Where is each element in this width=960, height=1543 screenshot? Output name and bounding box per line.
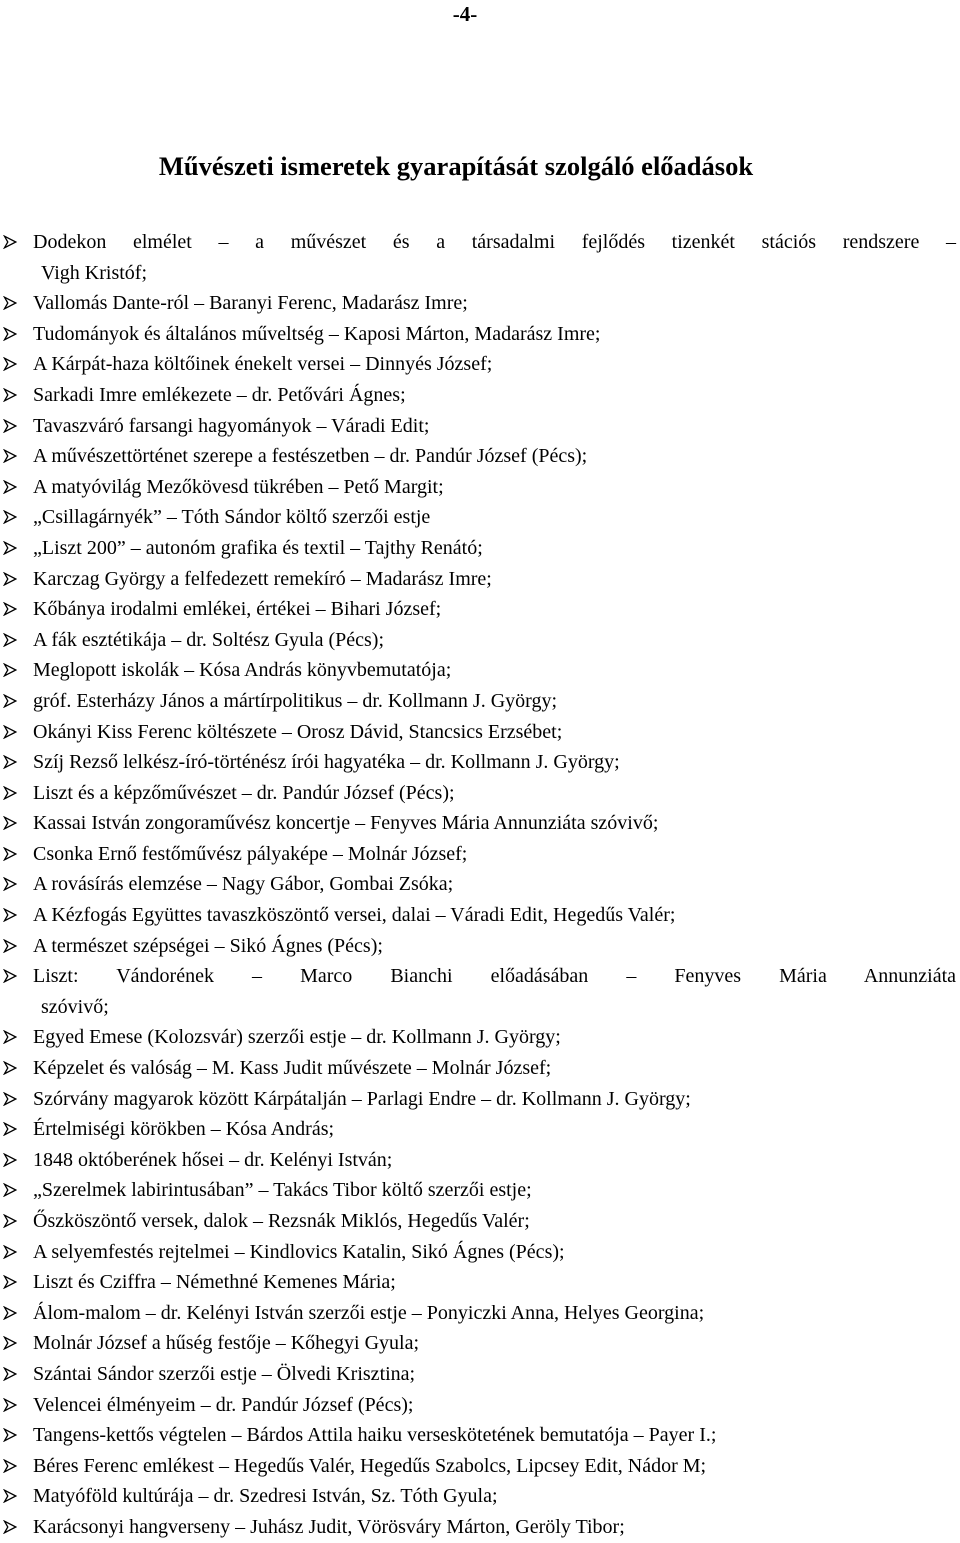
list-item-text: Tangens-kettős végtelen – Bárdos Attila haiku verseskötetének bemutatója – Payer I.; (33, 1424, 717, 1447)
list-item (0, 380, 960, 411)
list-item (0, 1481, 960, 1512)
list-item-text: A fák esztétikája – dr. Soltész Gyula (Pécs); (33, 628, 385, 651)
list-item (0, 594, 960, 625)
list-item-text: A rovásírás elemzése – Nagy Gábor, Gombai Zsóka; (33, 873, 454, 896)
arrow-bullet-icon (3, 969, 17, 983)
list-item (0, 655, 960, 686)
arrow-bullet-icon (3, 663, 17, 677)
arrow-bullet-icon (3, 449, 17, 463)
arrow-bullet-icon (3, 480, 17, 494)
list-item (0, 411, 960, 442)
arrow-bullet-icon (3, 1153, 17, 1167)
list-item-text: Meglopott iskolák – Kósa András könyvbemutatója; (33, 659, 452, 682)
list-item-text: Csonka Ernő festőművész pályaképe – Molnár József; (33, 842, 468, 865)
arrow-bullet-icon (3, 1306, 17, 1320)
list-item-text: Béres Ferenc emlékest – Hegedűs Valér, Hegedűs Szabolcs, Lipcsey Edit, Nádor M; (33, 1454, 707, 1477)
arrow-bullet-icon (3, 1214, 17, 1228)
list-item-text: A matyóvilág Mezőkövesd tükrében – Pető Margit; (33, 475, 444, 498)
list-item-text: A természet szépségei – Sikó Ágnes (Pécs); (33, 934, 383, 957)
list-item-text: „Liszt 200” – autonóm grafika és textil – Tajthy Renátó; (33, 536, 483, 559)
list-item-text: A Kárpát-haza költőinek énekelt versei – Dinnyés József; (33, 353, 493, 376)
list-item (0, 1328, 960, 1359)
list-item (0, 747, 960, 778)
list-item-text: Egyed Emese (Kolozsvár) szerzői estje – dr. Kollmann J. György; (33, 1026, 561, 1049)
list-item-text: Matyóföld kultúrája – dr. Szedresi István, Sz. Tóth Gyula; (33, 1485, 498, 1508)
list-item (0, 1022, 960, 1053)
list-item (0, 1359, 960, 1390)
list-item-text: Tudományok és általános műveltség – Kaposi Márton, Madarász Imre; (33, 322, 601, 345)
list-item (0, 1420, 960, 1451)
list-item-text-continued: szóvivő; (41, 995, 109, 1018)
list-item (0, 288, 960, 319)
list-item-text: Képzelet és valóság – M. Kass Judit művészete – Molnár József; (33, 1057, 552, 1080)
list-item-text: Kőbánya irodalmi emlékei, értékei – Bihari József; (33, 598, 442, 621)
list-item-text: A selyemfestés rejtelmei – Kindlovics Katalin, Sikó Ágnes (Pécs); (33, 1240, 565, 1263)
arrow-bullet-icon (3, 541, 17, 555)
arrow-bullet-icon (3, 510, 17, 524)
arrow-bullet-icon (3, 816, 17, 830)
list-item (0, 717, 960, 748)
list-item-text: Liszt és Cziffra – Némethné Kemenes Mária; (33, 1271, 396, 1294)
list-item (0, 441, 960, 472)
list-item-text: Molnár József a hűség festője – Kőhegyi Gyula; (33, 1332, 420, 1355)
arrow-bullet-icon (3, 235, 17, 249)
arrow-bullet-icon (3, 1183, 17, 1197)
list-item (0, 1206, 960, 1237)
arrow-bullet-icon (3, 1275, 17, 1289)
arrow-bullet-icon (3, 1428, 17, 1442)
list-item-text: Kassai István zongoraművész koncertje – Fenyves Mária Annunziáta szóvivő; (33, 812, 659, 835)
list-item-text: Dodekon elmélet – a művészet és a társadalmi fejlődés tizenkét stációs rendszere – (33, 231, 956, 253)
list-item-text: Tavaszváró farsangi hagyományok – Váradi Edit; (33, 414, 430, 437)
arrow-bullet-icon (3, 1398, 17, 1412)
list-item (0, 319, 960, 350)
arrow-bullet-icon (3, 877, 17, 891)
arrow-bullet-icon (3, 1489, 17, 1503)
list-item-text: Őszköszöntő versek, dalok – Rezsnák Miklós, Hegedűs Valér; (33, 1210, 530, 1232)
list-item-text: Velencei élményeim – dr. Pandúr József (Pécs); (33, 1393, 414, 1416)
arrow-bullet-icon (3, 1459, 17, 1473)
list-item (0, 1084, 960, 1115)
list-item (0, 778, 960, 809)
arrow-bullet-icon (3, 786, 17, 800)
arrow-bullet-icon (3, 908, 17, 922)
list-item (0, 625, 960, 656)
arrow-bullet-icon (3, 1061, 17, 1075)
list-item (0, 227, 960, 288)
arrow-bullet-icon (3, 419, 17, 433)
arrow-bullet-icon (3, 296, 17, 310)
arrow-bullet-icon (3, 755, 17, 769)
list-item-text: Szíj Rezső lelkész-író-történész írói hagyatéka – dr. Kollmann J. György; (33, 751, 620, 774)
list-item-text: Álom-malom – dr. Kelényi István szerzői estje – Ponyiczki Anna, Helyes Georgina; (33, 1301, 705, 1324)
list-item-text: Sarkadi Imre emlékezete – dr. Petővári Ágnes; (33, 383, 406, 406)
arrow-bullet-icon (3, 694, 17, 708)
arrow-bullet-icon (3, 327, 17, 341)
arrow-bullet-icon (3, 1367, 17, 1381)
list-item (0, 1175, 960, 1206)
list-item (0, 931, 960, 962)
arrow-bullet-icon (3, 1092, 17, 1106)
arrow-bullet-icon (3, 388, 17, 402)
list-item (0, 839, 960, 870)
list-item (0, 1145, 960, 1176)
list-item-text-continued: Vigh Kristóf; (41, 261, 148, 284)
arrow-bullet-icon (3, 602, 17, 616)
list-item-text: 1848 októberének hősei – dr. Kelényi István; (33, 1148, 393, 1171)
list-item (0, 1451, 960, 1482)
page-title: Művészeti ismeretek gyarapítását szolgáló előadások (158, 151, 754, 181)
arrow-bullet-icon (3, 633, 17, 647)
arrow-bullet-icon (3, 1520, 17, 1534)
list-item-text: Liszt: Vándorének – Marco Bianchi előadásában – Fenyves Mária Annunziáta (33, 965, 956, 988)
page-number: -4- (452, 2, 478, 26)
list-item-text: Szántai Sándor szerzői estje – Ölvedi Krisztina; (33, 1362, 416, 1385)
list-item (0, 533, 960, 564)
list-item-text: Liszt és a képzőművészet – dr. Pandúr József (Pécs); (33, 781, 455, 804)
list-item (0, 1267, 960, 1298)
arrow-bullet-icon (3, 1245, 17, 1259)
list-item (0, 1298, 960, 1329)
arrow-bullet-icon (3, 1122, 17, 1136)
list-item-text: „Csillagárnyék” – Tóth Sándor költő szerzői estje (33, 506, 431, 529)
list-item (0, 1512, 960, 1543)
list-item-text: Értelmiségi körökben – Kósa András; (33, 1118, 335, 1141)
list-item-text: Vallomás Dante-ról – Baranyi Ferenc, Madarász Imre; (33, 292, 468, 315)
list-item-text: Karczag György a felfedezett remekíró – Madarász Imre; (33, 567, 492, 590)
arrow-bullet-icon (3, 1030, 17, 1044)
lecture-list (0, 227, 960, 1543)
list-item (0, 1237, 960, 1268)
list-item (0, 1114, 960, 1145)
list-item (0, 808, 960, 839)
list-item (0, 1053, 960, 1084)
list-item (0, 1390, 960, 1421)
arrow-bullet-icon (3, 1336, 17, 1350)
list-item (0, 349, 960, 380)
list-item (0, 502, 960, 533)
list-item (0, 564, 960, 595)
list-item (0, 686, 960, 717)
arrow-bullet-icon (3, 939, 17, 953)
list-item-text: „Szerelmek labirintusában” – Takács Tibor költő szerzői estje; (33, 1179, 532, 1202)
arrow-bullet-icon (3, 357, 17, 371)
arrow-bullet-icon (3, 847, 17, 861)
list-item-text: Karácsonyi hangverseny – Juhász Judit, Vörösváry Márton, Geröly Tibor; (33, 1515, 625, 1538)
list-item (0, 900, 960, 931)
list-item-text: Szórvány magyarok között Kárpátalján – Parlagi Endre – dr. Kollmann J. György; (33, 1087, 691, 1110)
list-item-text: Okányi Kiss Ferenc költészete – Orosz Dávid, Stancsics Erzsébet; (33, 720, 563, 743)
arrow-bullet-icon (3, 572, 17, 586)
list-item-text: gróf. Esterházy János a mártírpolitikus – dr. Kollmann J. György; (33, 689, 557, 712)
list-item (0, 869, 960, 900)
list-item (0, 961, 960, 1022)
arrow-bullet-icon (3, 725, 17, 739)
list-item (0, 472, 960, 503)
list-item-text: A Kézfogás Együttes tavaszköszöntő versei, dalai – Váradi Edit, Hegedűs Valér; (33, 904, 676, 927)
list-item-text: A művészettörténet szerepe a festészetben – dr. Pandúr József (Pécs); (33, 445, 588, 468)
